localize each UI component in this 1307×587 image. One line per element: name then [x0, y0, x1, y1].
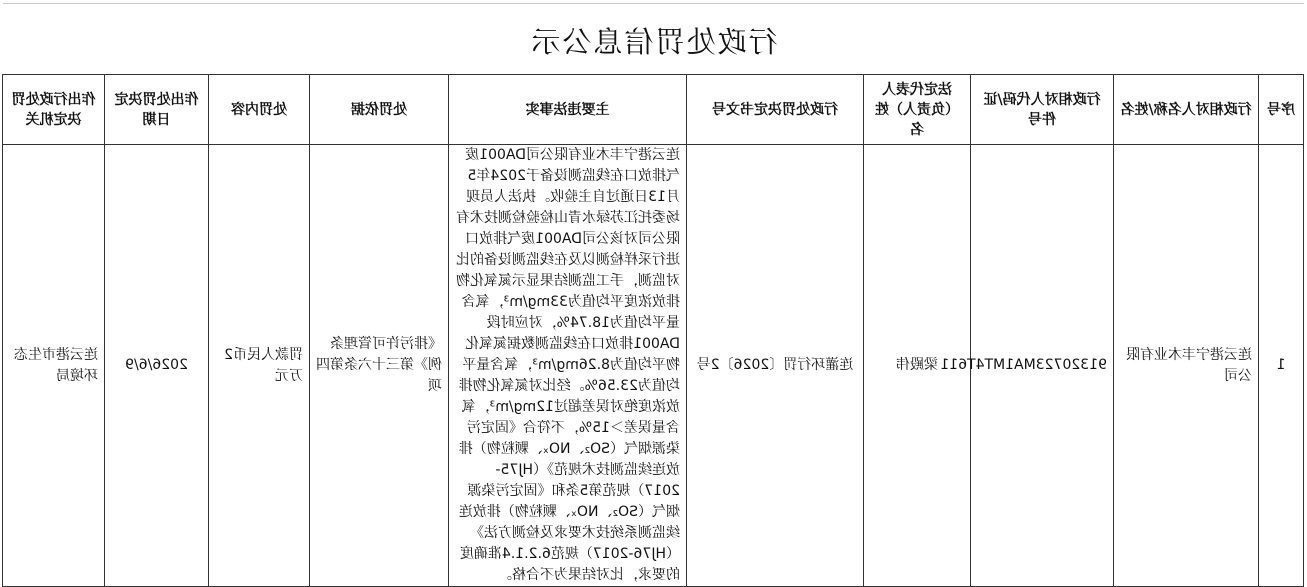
- title-band: [3, 3, 1304, 75]
- header-basis: 处罚依据: [310, 75, 449, 145]
- cell-date: 2026/6/9: [105, 145, 209, 587]
- page-title: 行政处罚信息公示: [529, 25, 778, 59]
- table-row: [3, 145, 1304, 587]
- header-legal-rep: 法定代表人（负责人）姓名: [864, 75, 971, 145]
- cell-content: 罚款人民币2万元: [209, 145, 310, 587]
- header-index: 序号: [1259, 75, 1304, 145]
- table-header-row: [3, 75, 1304, 145]
- cell-doc-no: 连灌环行罚〔2026〕2号: [687, 145, 864, 587]
- header-doc-no: 行政处罚决定书文号: [687, 75, 864, 145]
- cell-name: 连云港宁丰木业有限公司: [1114, 145, 1259, 587]
- cell-authority: 连云港市生态环境局: [3, 145, 105, 587]
- cell-basis: 《排污许可管理条例》第三十六条第四项: [310, 145, 449, 587]
- header-code: 行政相对人代码/证件号: [971, 75, 1114, 145]
- penalty-table: [2, 74, 1304, 587]
- cell-index: 1: [1259, 145, 1304, 587]
- header-name: 行政相对人名称/姓名: [1114, 75, 1259, 145]
- header-content: 处罚内容: [209, 75, 310, 145]
- header-authority: 作出行政处罚决定机关: [3, 75, 105, 145]
- cell-legal-rep: 梁殿伟: [864, 145, 971, 587]
- header-date: 作出处罚决定日期: [105, 75, 209, 145]
- cell-code: 91320723MA1MT4T611: [971, 145, 1114, 587]
- header-facts: 主要违法事实: [449, 75, 687, 145]
- cell-facts: 连云港宁丰木业有限公司DA001废气排放口在线监测设备于2024年5月13日通过自主验收。执法人员现场委托江苏绿水青山检验检测技术有限公司对该公司DA001废气排放口进行采样检测以及在线监测设备的比对监测，手工监测结果显示氮氧化物排放浓度平均值为33mg/m³，氧含量平均值为18.74%，对应时段DA001排放口在线监测数据氮氧化物平均值为8.26mg/m³，氧含量平均值为23.56%。经比对氮氧化物排放浓度绝对误差超过12mg/m³，氧含量误差＞15%，不符合《固定污染源烟气（SO₂、NOₓ、颗粒物）排放连续监测技术规范》（HJ75-2017）规范第5条和《固定污染源烟气（SO₂、NOₓ、颗粒物）排放连续监测系统技术要求及检测方法》（HJ76-2017）规范6.2.1.4准确度的要求，比对结果为不合格。: [449, 145, 687, 587]
